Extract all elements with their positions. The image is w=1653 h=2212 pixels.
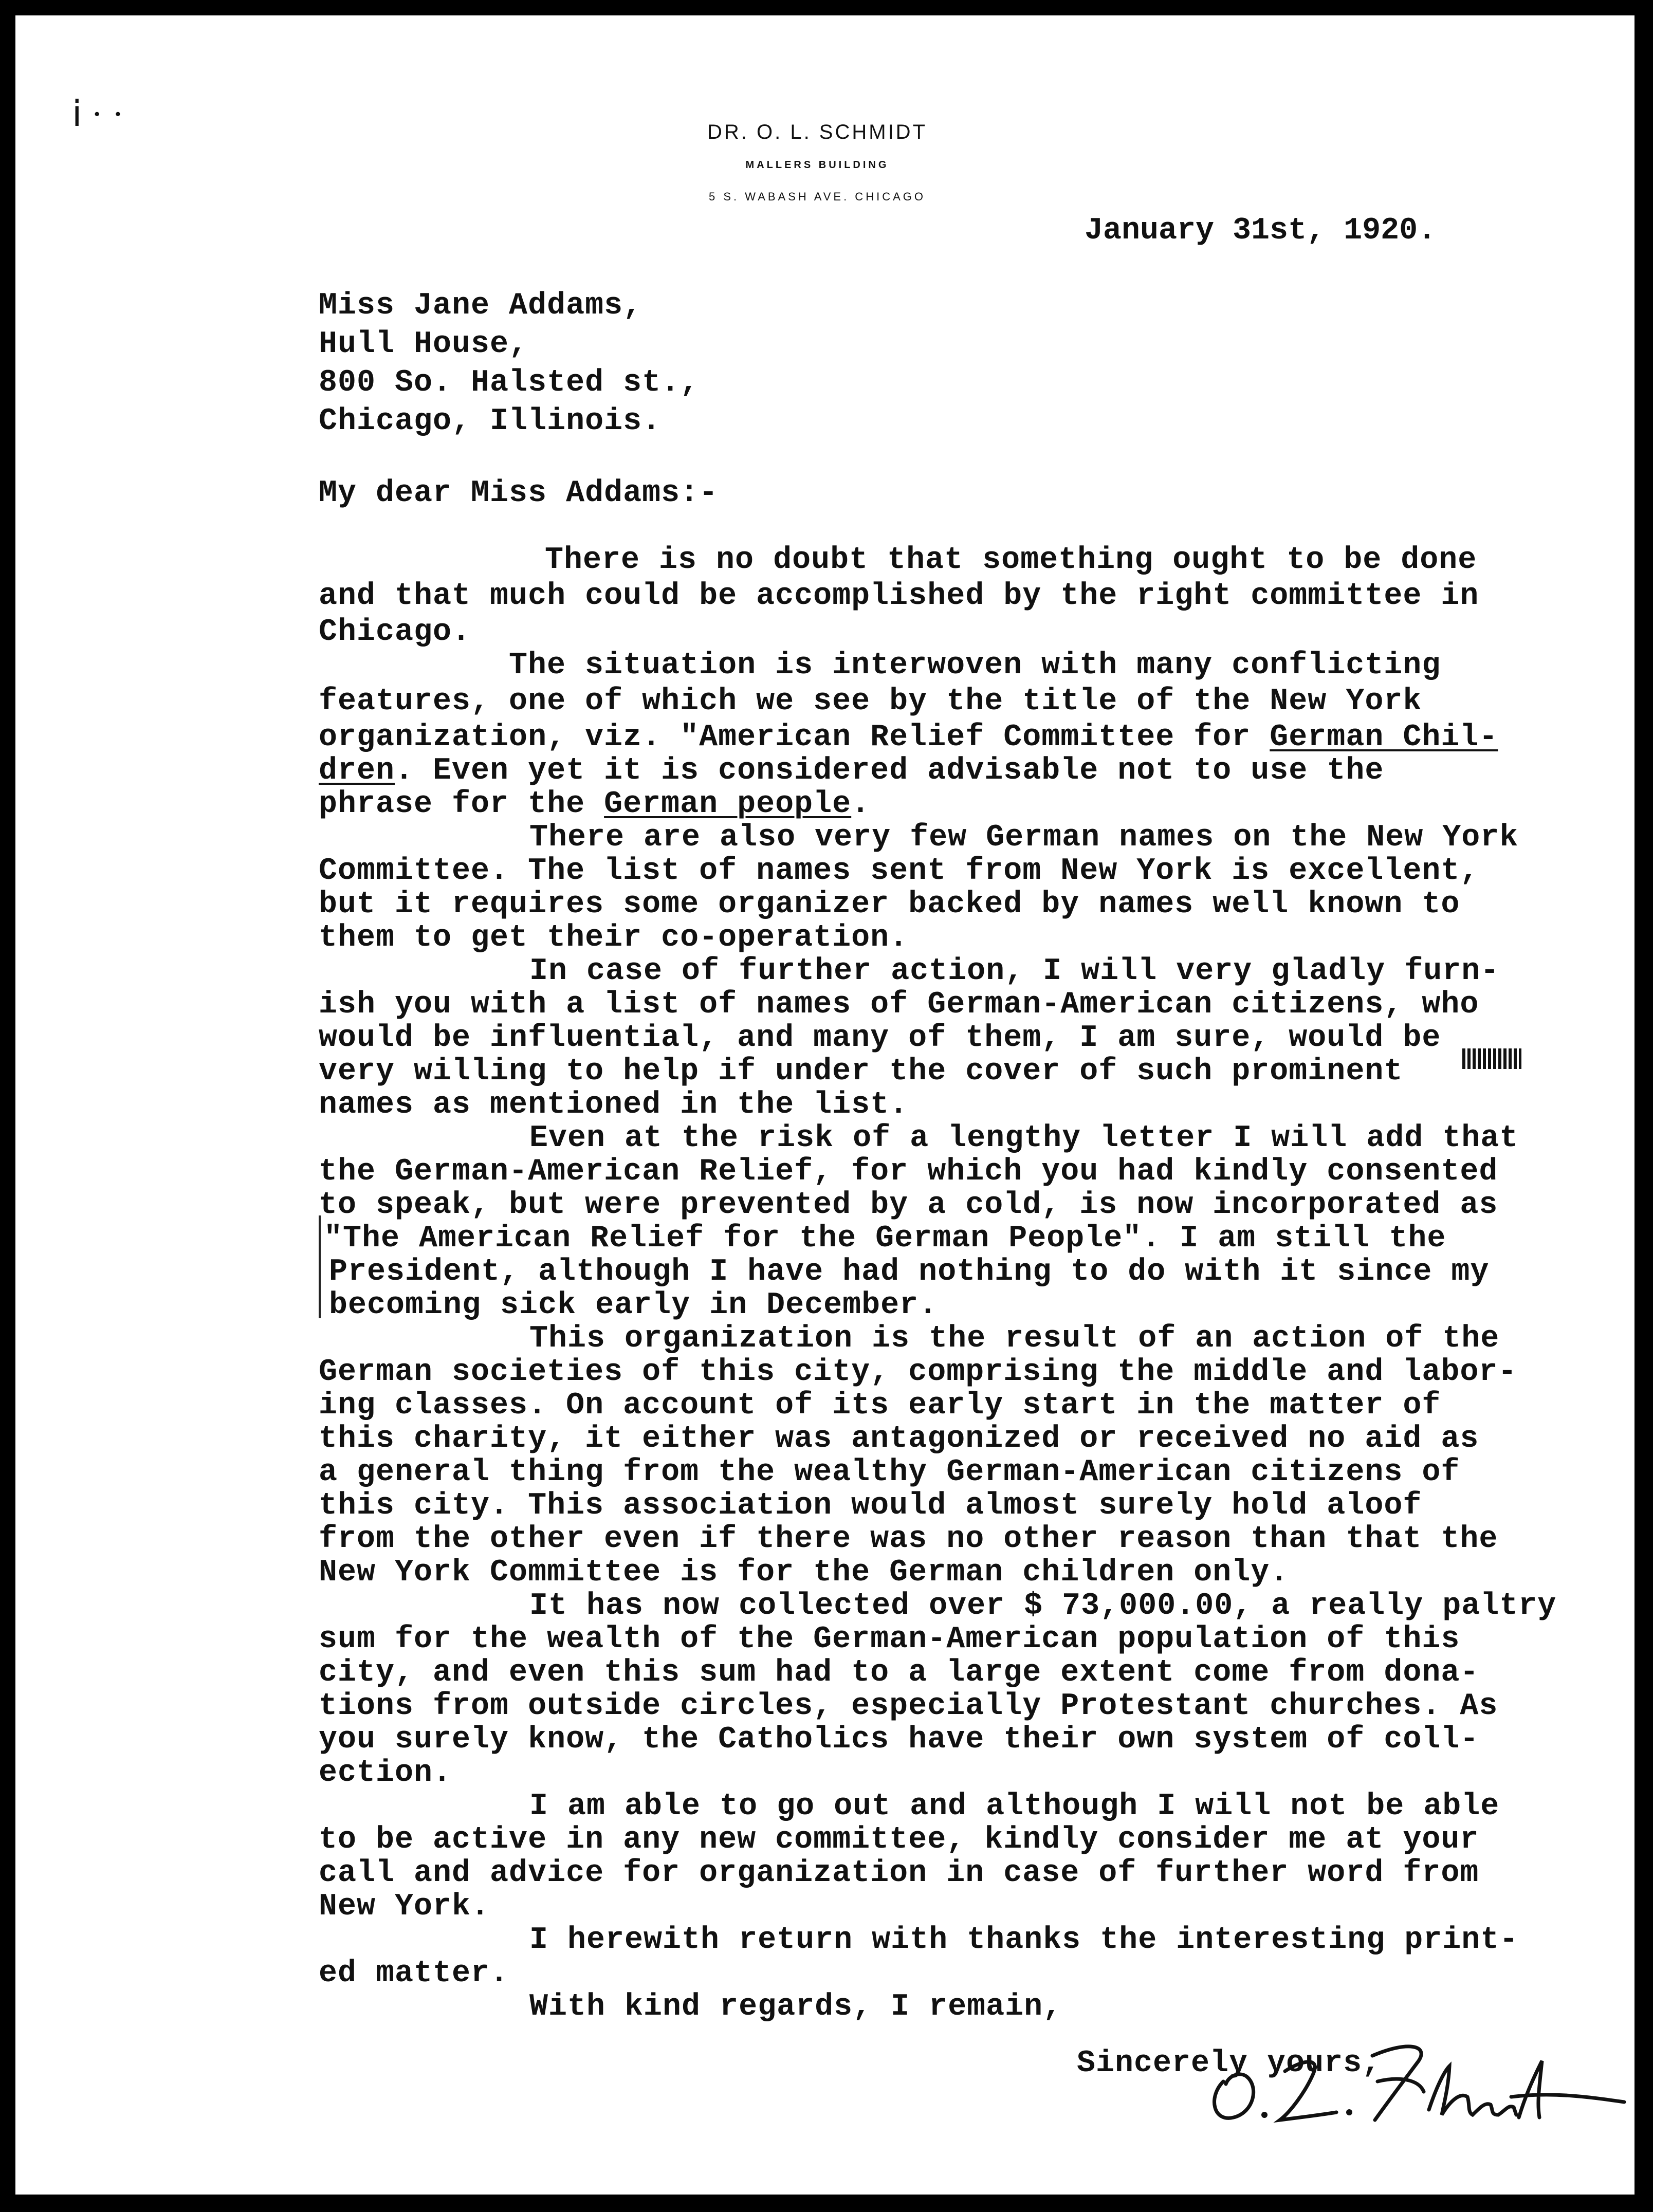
recipient-line: Hull House, [319, 327, 528, 362]
body-line: would be influential, and many of them, I am sure, would be [319, 1021, 1441, 1056]
body-line: There are also very few German names on the New York [529, 820, 1519, 855]
body-line: With kind regards, I remain, [529, 1989, 1062, 2024]
struck-out-word [1462, 1048, 1521, 1069]
body-line: I herewith return with thanks the interesting print- [529, 1923, 1519, 1958]
body-line [319, 722, 1498, 753]
letter-page [15, 15, 1634, 2195]
body-line: from the other even if there was no other reason than that the [319, 1522, 1498, 1557]
closing: Sincerely yours, [1077, 2046, 1382, 2081]
body-line: city, and even this sum had to a large extent come from dona- [319, 1655, 1479, 1690]
body-line: but it requires some organizer backed by names well known to [319, 887, 1460, 922]
body-line: There is no doubt that something ought to be done [545, 543, 1477, 578]
body-line: President, although I have had nothing to do with it since my [329, 1255, 1490, 1289]
body-line: to speak, but were prevented by a cold, is now incorporated as [319, 1188, 1498, 1223]
letterhead-name: DR. O. L. SCHMIDT [707, 121, 928, 143]
body-line: It has now collected over $ 73,000.00, a really paltry [529, 1589, 1557, 1624]
body-line: The situation is interwoven with many conflicting [509, 648, 1441, 683]
margin-marks: ⅰ · · [72, 95, 124, 134]
body-line: sum for the wealth of the German-American population of this [319, 1622, 1460, 1657]
body-segment: . Even yet it is considered advisable not to use the [395, 753, 1384, 788]
body-line: this city. This association would almost surely hold aloof [319, 1488, 1422, 1523]
body-line: to be active in any new committee, kindly consider me at your [319, 1822, 1479, 1857]
body-line: them to get their co-operation. [319, 920, 909, 955]
letterhead-building: MALLERS BUILDING [745, 159, 889, 171]
body-segment: phrase for the [319, 787, 604, 822]
body-line: ing classes. On account of its early start in the matter of [319, 1388, 1441, 1423]
body-line: "The American Relief for the German People". I am still the [324, 1221, 1446, 1256]
body-line: and that much could be accomplished by the right committee in [319, 579, 1479, 614]
body-line: Even at the risk of a lengthy letter I will add that [529, 1121, 1519, 1156]
body-line: In case of further action, I will very gladly furn- [529, 954, 1500, 989]
body-line: the German-American Relief, for which you had kindly consented [319, 1154, 1498, 1189]
body-line: New York Committee is for the German children only. [319, 1555, 1289, 1590]
body-line: you surely know, the Catholics have their own system of coll- [319, 1722, 1479, 1757]
body-segment: organization, viz. "American Relief Committee for [319, 720, 1270, 755]
letter-date: January 31st, 1920. [1085, 213, 1437, 248]
recipient-line: Chicago, Illinois. [319, 404, 662, 439]
body-line: This organization is the result of an action of the [529, 1321, 1500, 1356]
body-line [319, 789, 870, 820]
body-line: names as mentioned in the list. [319, 1087, 909, 1122]
body-line: becoming sick early in December. [329, 1288, 938, 1323]
underlined-phrase: dren [319, 753, 395, 788]
body-line: I am able to go out and although I will not be able [529, 1789, 1500, 1824]
recipient-line: 800 So. Halsted st., [319, 365, 700, 400]
body-line: a general thing from the wealthy German-American citizens of [319, 1455, 1460, 1490]
body-line: ish you with a list of names of German-American citizens, who [319, 987, 1479, 1022]
body-line: features, one of which we see by the title of the New York [319, 684, 1422, 719]
body-line: ection. [319, 1756, 452, 1791]
salutation: My dear Miss Addams:- [319, 476, 719, 511]
recipient-line: Miss Jane Addams, [319, 288, 642, 323]
body-segment: . [851, 787, 871, 822]
underlined-phrase: German people [604, 787, 852, 822]
body-line: very willing to help if under the cover of such prominent [319, 1054, 1403, 1089]
body-line: this charity, it either was antagonized or received no aid as [319, 1422, 1479, 1457]
body-line [319, 755, 1384, 786]
handwritten-signature [1203, 2020, 1629, 2138]
letterhead-address: 5 S. WABASH AVE. CHICAGO [709, 190, 926, 203]
body-line: Chicago. [319, 615, 471, 650]
underlined-phrase: German Chil- [1270, 720, 1498, 755]
body-line: New York. [319, 1889, 490, 1924]
body-line: ed matter. [319, 1956, 509, 1991]
body-line: tions from outside circles, especially Protestant churches. As [319, 1689, 1498, 1724]
body-line: German societies of this city, comprising the middle and labor- [319, 1355, 1517, 1390]
body-line: Committee. The list of names sent from New York is excellent, [319, 854, 1479, 889]
body-line: call and advice for organization in case of further word from [319, 1856, 1479, 1891]
